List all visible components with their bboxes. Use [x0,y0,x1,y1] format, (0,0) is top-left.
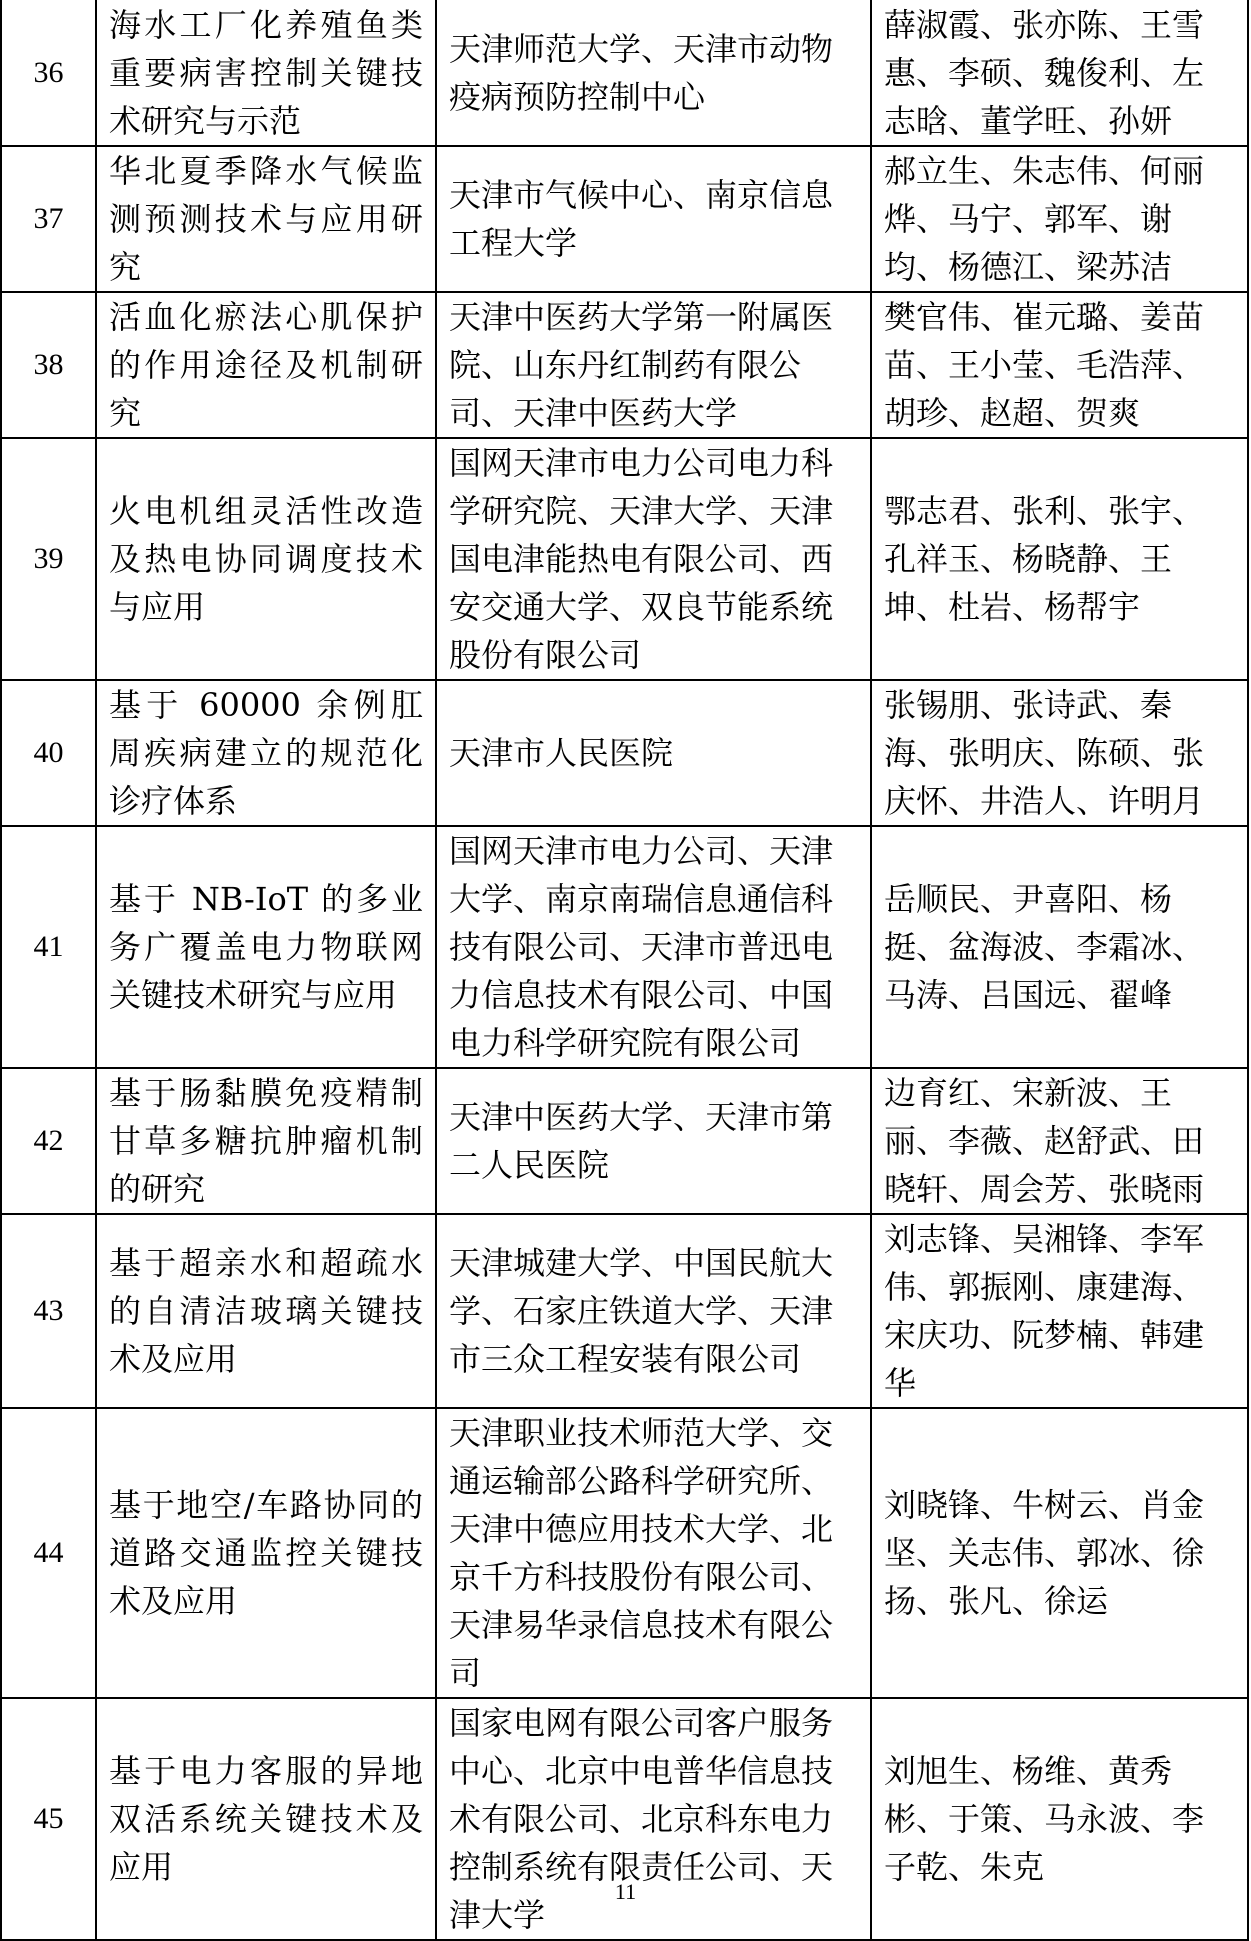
completing-people: 边育红、宋新波、王丽、李薇、赵舒武、田晓轩、周会芳、张晓雨 [871,1068,1248,1214]
project-title: 基于电力客服的异地双活系统关键技术及应用 [96,1698,436,1940]
row-number: 39 [1,438,96,680]
table-row [1,680,1248,826]
completing-units: 天津中医药大学、天津市第二人民医院 [436,1068,871,1214]
completing-people: 鄂志君、张利、张宇、孔祥玉、杨晓静、王坤、杜岩、杨帮宇 [871,438,1248,680]
row-number: 44 [1,1408,96,1698]
row-number: 40 [1,680,96,826]
completing-people: 岳顺民、尹喜阳、杨挺、盆海波、李霜冰、马涛、吕国远、翟峰 [871,826,1248,1068]
row-number: 43 [1,1214,96,1408]
completing-units: 天津职业技术师范大学、交通运输部公路科学研究所、天津中德应用技术大学、北京千方科技股份有限公司、天津易华录信息技术有限公司 [436,1408,871,1698]
table-row [1,0,1248,146]
project-title: 基于地空/车路协同的道路交通监控关键技术及应用 [96,1408,436,1698]
project-title: 火电机组灵活性改造及热电协同调度技术与应用 [96,438,436,680]
table-row [1,146,1248,292]
completing-units: 天津城建大学、中国民航大学、石家庄铁道大学、天津市三众工程安装有限公司 [436,1214,871,1408]
row-number: 38 [1,292,96,438]
project-title: 华北夏季降水气候监测预测技术与应用研究 [96,146,436,292]
project-title: 活血化瘀法心肌保护的作用途径及机制研究 [96,292,436,438]
table-row [1,826,1248,1068]
completing-units: 天津市气候中心、南京信息工程大学 [436,146,871,292]
row-number: 37 [1,146,96,292]
completing-units: 天津师范大学、天津市动物疫病预防控制中心 [436,0,871,146]
table-row [1,292,1248,438]
row-number: 42 [1,1068,96,1214]
row-number: 36 [1,0,96,146]
completing-people: 刘旭生、杨维、黄秀彬、于策、马永波、李子乾、朱克 [871,1698,1248,1940]
project-title: 基于 NB-IoT 的多业务广覆盖电力物联网关键技术研究与应用 [96,826,436,1068]
completing-units: 天津中医药大学第一附属医院、山东丹红制药有限公司、天津中医药大学 [436,292,871,438]
table-row [1,1068,1248,1214]
project-title: 基于肠黏膜免疫精制甘草多糖抗肿瘤机制的研究 [96,1068,436,1214]
table-row [1,1214,1248,1408]
project-title: 基于超亲水和超疏水的自清洁玻璃关键技术及应用 [96,1214,436,1408]
completing-units: 国网天津市电力公司电力科学研究院、天津大学、天津国电津能热电有限公司、西安交通大学、双良节能系统股份有限公司 [436,438,871,680]
project-title: 海水工厂化养殖鱼类重要病害控制关键技术研究与示范 [96,0,436,146]
completing-people: 薛淑霞、张亦陈、王雪惠、李硕、魏俊利、左志晗、董学旺、孙妍 [871,0,1248,146]
project-title: 基于 60000 余例肛周疾病建立的规范化诊疗体系 [96,680,436,826]
completing-people: 刘志锋、吴湘锋、李军伟、郭振刚、康建海、宋庆功、阮梦楠、韩建华 [871,1214,1248,1408]
completing-units: 天津市人民医院 [436,680,871,826]
completing-units: 国家电网有限公司客户服务中心、北京中电普华信息技术有限公司、北京科东电力控制系统有限责任公司、天津大学 [436,1698,871,1940]
page-number: 11 [614,1879,637,1904]
completing-people: 樊官伟、崔元璐、姜苗苗、王小莹、毛浩萍、胡珍、赵超、贺爽 [871,292,1248,438]
row-number: 45 [1,1698,96,1940]
table-row [1,438,1248,680]
table-row [1,1408,1248,1698]
completing-units: 国网天津市电力公司、天津大学、南京南瑞信息通信科技有限公司、天津市普迅电力信息技术有限公司、中国电力科学研究院有限公司 [436,826,871,1068]
completing-people: 张锡朋、张诗武、秦海、张明庆、陈硕、张庆怀、井浩人、许明月 [871,680,1248,826]
row-number: 41 [1,826,96,1068]
completing-people: 刘晓锋、牛树云、肖金坚、关志伟、郭冰、徐扬、张凡、徐运 [871,1408,1248,1698]
completing-people: 郝立生、朱志伟、何丽烨、马宁、郭军、谢均、杨德江、梁苏洁 [871,146,1248,292]
